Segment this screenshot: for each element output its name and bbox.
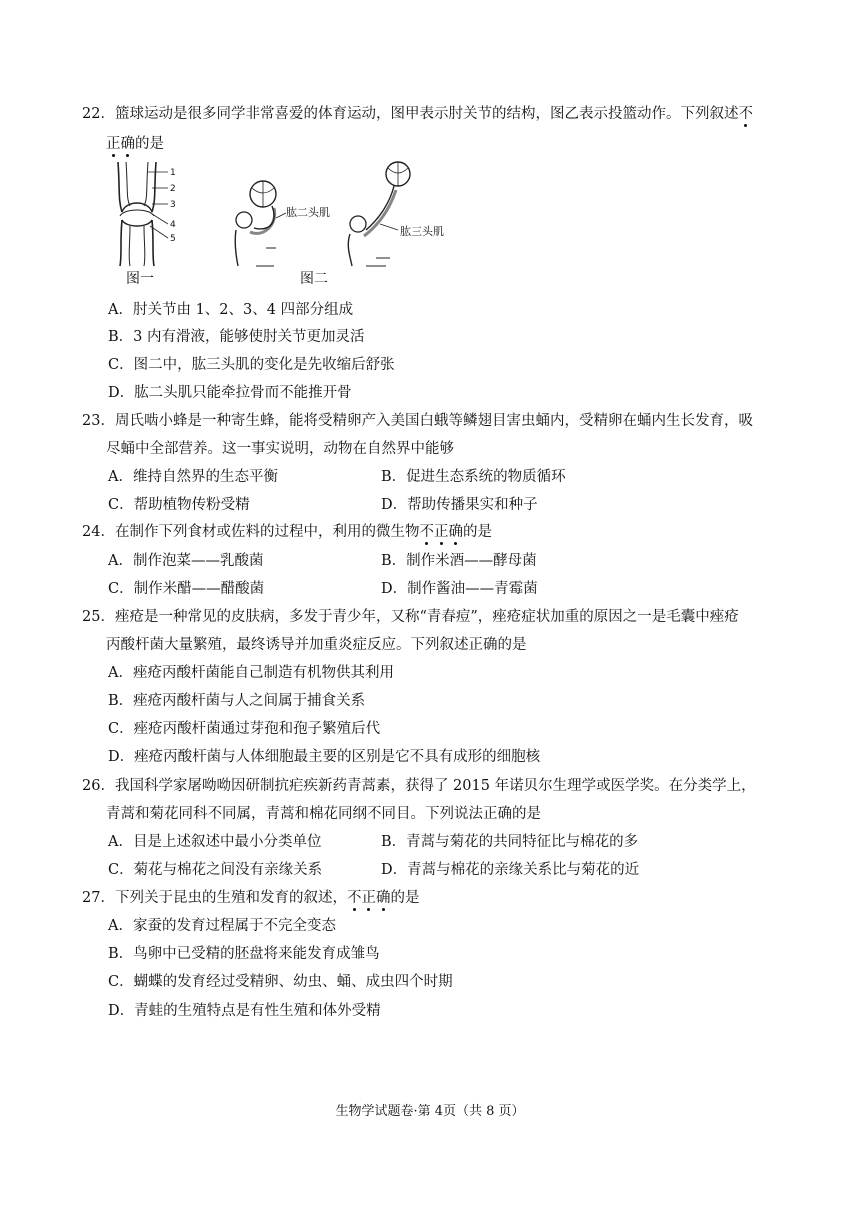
- question-23-line-2: 尽蛹中全部营养。这一事实说明，动物在自然界中能够: [106, 441, 454, 457]
- label-triceps: 肱三头肌: [400, 225, 444, 238]
- question-22-line-2: 正确的是: [106, 136, 164, 152]
- elbow-joint-diagram: [108, 160, 188, 268]
- q27-option-a: A．家蚕的发育过程属于不完全变态: [108, 918, 336, 934]
- q25-option-c: C．痤疮丙酸杆菌通过芽孢和孢子繁殖后代: [108, 721, 381, 737]
- q26-option-b: B．青蒿与菊花的共同特征比与棉花的多: [381, 834, 639, 850]
- q27-option-b: B．鸟卵中已受精的胚盘将来能发育成雏鸟: [108, 946, 380, 962]
- q24-option-d: D．制作酱油——青霉菌: [381, 581, 538, 597]
- q23-option-d: D．帮助传播果实和种子: [381, 497, 538, 513]
- q24-option-c: C．制作米醋——醋酸菌: [108, 581, 265, 597]
- q23-option-a: A．维持自然界的生态平衡: [108, 469, 278, 485]
- figure-1-caption: 图一: [126, 271, 154, 287]
- q25-option-b: B．痤疮丙酸杆菌与人之间属于捕食关系: [108, 693, 366, 709]
- page-footer: 生物学试题卷·第 4页（共 8 页）: [335, 1104, 525, 1119]
- q23-option-c: C．帮助植物传粉受精: [108, 497, 250, 513]
- question-24-line-1: 24．在制作下列食材或佐料的过程中，利用的微生物不正确的是: [82, 524, 492, 540]
- question-26-line-2: 青蒿和菊花同科不同属，青蒿和棉花同纲不同目。下列说法正确的是: [106, 806, 541, 822]
- q23-option-b: B．促进生态系统的物质循环: [381, 469, 566, 485]
- q24-option-a: A．制作泡菜——乳酸菌: [108, 553, 264, 569]
- q26-option-c: C．菊花与棉花之间没有亲缘关系: [108, 862, 323, 878]
- label-1: 1: [170, 168, 176, 178]
- question-27-line-1: 27．下列关于昆虫的生殖和发育的叙述，不正确的是: [82, 890, 420, 906]
- label-2: 2: [170, 184, 176, 194]
- question-22-line-1: 22．篮球运动是很多同学非常喜爱的体育运动，图甲表示肘关节的结构，图乙表示投篮动作。下列叙述不: [82, 106, 753, 122]
- q22-option-b: B．3 内有滑液，能够使肘关节更加灵活: [108, 329, 365, 345]
- label-3: 3: [170, 200, 176, 210]
- question-25-line-1: 25．痤疮是一种常见的皮肤病，多发于青少年，又称“青春痘”，痤疮症状加重的原因之一是毛囊中痤疮: [82, 609, 739, 625]
- label-4: 4: [170, 220, 176, 230]
- basketball-throw-diagram: [230, 158, 465, 268]
- q22-option-a: A．肘关节由 1、2、3、4 四部分组成: [108, 302, 354, 318]
- q26-option-a: A．目是上述叙述中最小分类单位: [108, 834, 322, 850]
- label-5: 5: [170, 234, 176, 244]
- q27-option-d: D．青蛙的生殖特点是有性生殖和体外受精: [108, 1003, 381, 1019]
- q26-option-d: D．青蒿与棉花的亲缘关系比与菊花的近: [381, 862, 640, 878]
- q22-option-c: C．图二中，肱三头肌的变化是先收缩后舒张: [108, 357, 395, 373]
- figure-2-caption: 图二: [300, 271, 328, 287]
- q22-option-d: D．肱二头肌只能牵拉骨而不能推开骨: [108, 385, 352, 401]
- question-25-line-2: 丙酸杆菌大量繁殖，最终诱导并加重炎症反应。下列叙述正确的是: [106, 637, 527, 653]
- q24-option-b: B．制作米酒——酵母菌: [381, 553, 537, 569]
- q27-option-c: C．蝴蝶的发育经过受精卵、幼虫、蛹、成虫四个时期: [108, 974, 453, 990]
- label-biceps: 肱二头肌: [286, 206, 330, 219]
- question-23-line-1: 23．周氏啮小蜂是一种寄生蜂，能将受精卵产入美国白蛾等鳞翅目害虫蛹内，受精卵在蛹内生长发育，吸: [82, 413, 753, 429]
- q25-option-a: A．痤疮丙酸杆菌能自己制造有机物供其利用: [108, 665, 394, 681]
- q25-option-d: D．痤疮丙酸杆菌与人体细胞最主要的区别是它不具有成形的细胞核: [108, 749, 541, 765]
- question-26-line-1: 26．我国科学家屠呦呦因研制抗疟疾新药青蒿素，获得了 2015 年诺贝尔生理学或医学奖。在分类学上，: [82, 778, 756, 794]
